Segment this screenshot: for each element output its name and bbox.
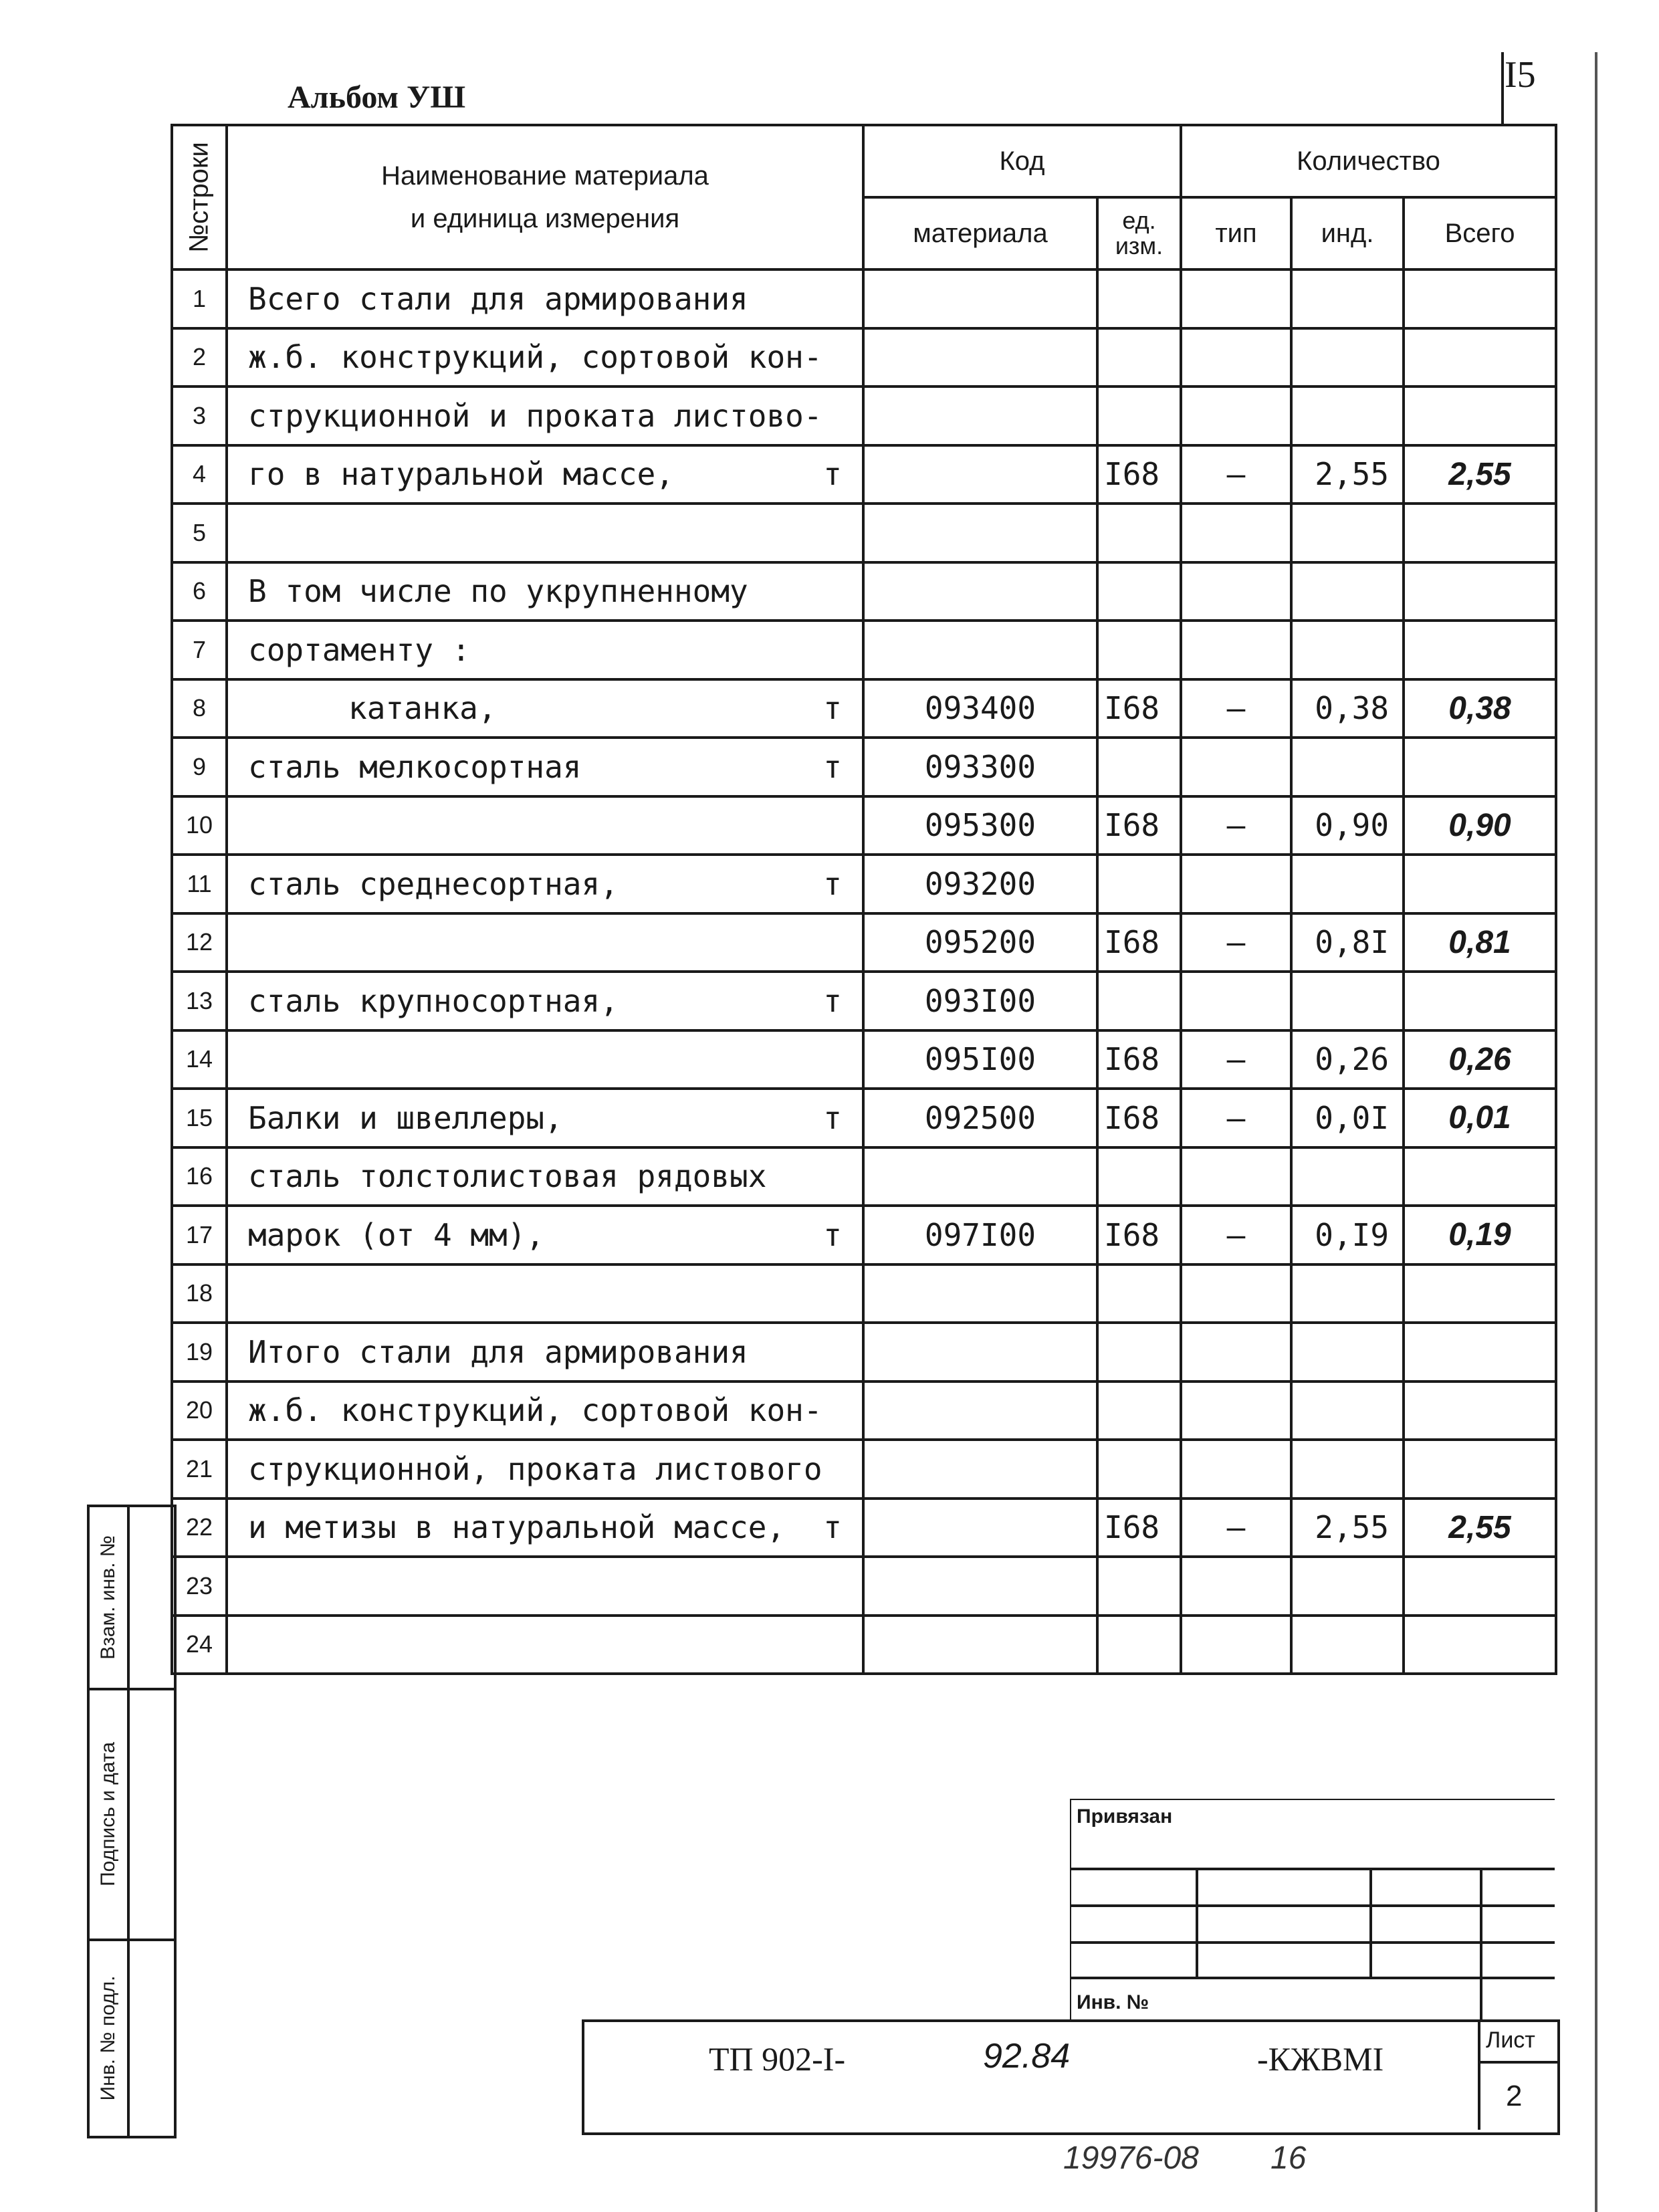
table-row — [172, 1616, 1556, 1674]
unit-symbol: т — [823, 865, 842, 902]
material-name-cell — [227, 621, 863, 679]
individual-cell — [1291, 1323, 1404, 1381]
total-cell — [1404, 738, 1556, 796]
type-cell — [1181, 738, 1291, 796]
material-code-cell: 092500 — [863, 1089, 1097, 1147]
material-name-cell — [227, 1381, 863, 1440]
unit-code-cell — [1097, 855, 1181, 913]
type-cell — [1181, 1557, 1291, 1616]
table-row — [172, 621, 1556, 679]
individual-cell: 0,8I — [1291, 913, 1404, 972]
individual-cell — [1291, 562, 1404, 621]
table-row — [172, 679, 1556, 738]
material-name: сталь мелкосортная — [248, 748, 582, 785]
header-unit: ед. изм. — [1097, 197, 1181, 269]
table-row — [172, 1264, 1556, 1323]
total-cell — [1404, 855, 1556, 913]
material-name-cell — [227, 328, 863, 387]
table-row — [172, 972, 1556, 1030]
total-cell — [1404, 504, 1556, 562]
total-cell — [1404, 328, 1556, 387]
unit-symbol: т — [823, 1509, 842, 1546]
stamp-inv-no: Инв. № — [1077, 1991, 1149, 2013]
unit-code-cell: I68 — [1097, 679, 1181, 738]
album-title: Альбом УШ — [288, 80, 466, 115]
table-row — [172, 855, 1556, 913]
type-cell — [1181, 855, 1291, 913]
total-cell — [1404, 1264, 1556, 1323]
row-number-cell: 3 — [172, 386, 227, 445]
type-cell — [1181, 504, 1291, 562]
unit-code-cell: I68 — [1097, 1089, 1181, 1147]
document-suffix: -КЖВМI — [1257, 2040, 1384, 2078]
total-cell: 0,01 — [1404, 1089, 1556, 1147]
document-number: 92.84 — [983, 2037, 1071, 2076]
material-name-cell — [227, 855, 863, 913]
total-cell — [1404, 1616, 1556, 1674]
unit-symbol: т — [823, 1216, 842, 1253]
unit-code-cell — [1097, 972, 1181, 1030]
type-cell — [1181, 1440, 1291, 1499]
total-cell: 0,26 — [1404, 1030, 1556, 1089]
table-row — [172, 1030, 1556, 1089]
unit-code-cell — [1097, 1264, 1181, 1323]
individual-cell — [1291, 1264, 1404, 1323]
type-cell — [1181, 328, 1291, 387]
unit-symbol: т — [823, 690, 842, 727]
row-number-cell: 12 — [172, 913, 227, 972]
row-number-cell: 11 — [172, 855, 227, 913]
table-row — [172, 1323, 1556, 1381]
unit-symbol: т — [823, 748, 842, 785]
material-name-cell — [227, 562, 863, 621]
material-code-cell — [863, 1499, 1097, 1557]
row-number-cell: 24 — [172, 1616, 227, 1674]
row-number-cell: 1 — [172, 269, 227, 328]
type-cell: – — [1181, 1030, 1291, 1089]
unit-code-cell: I68 — [1097, 445, 1181, 504]
unit-code-cell: I68 — [1097, 1499, 1181, 1557]
row-number-cell: 13 — [172, 972, 227, 1030]
material-name-cell — [227, 796, 863, 855]
material-code-cell: 095300 — [863, 796, 1097, 855]
material-name: го в натуральной массе, — [248, 456, 674, 493]
material-name-cell — [227, 1440, 863, 1499]
row-number-cell: 23 — [172, 1557, 227, 1616]
row-number-cell: 5 — [172, 504, 227, 562]
row-number-cell: 14 — [172, 1030, 227, 1089]
sheet-number-rule — [1501, 52, 1504, 126]
sheet-number-value: 2 — [1506, 2080, 1523, 2112]
unit-code-cell — [1097, 738, 1181, 796]
material-code-cell: 093200 — [863, 855, 1097, 913]
individual-cell: 0,90 — [1291, 796, 1404, 855]
material-code-cell — [863, 1440, 1097, 1499]
right-margin-rule — [1595, 52, 1597, 2212]
table-row — [172, 1089, 1556, 1147]
unit-code-cell — [1097, 504, 1181, 562]
type-cell: – — [1181, 679, 1291, 738]
row-number-cell: 16 — [172, 1147, 227, 1206]
material-name-cell — [227, 1206, 863, 1264]
total-cell — [1404, 1440, 1556, 1499]
row-number-cell: 18 — [172, 1264, 227, 1323]
side-stamp-block — [87, 1505, 177, 2138]
material-name-cell — [227, 1616, 863, 1674]
type-cell — [1181, 1264, 1291, 1323]
unit-code-cell — [1097, 269, 1181, 328]
individual-cell — [1291, 855, 1404, 913]
total-cell — [1404, 1323, 1556, 1381]
unit-code-cell — [1097, 1440, 1181, 1499]
total-cell — [1404, 386, 1556, 445]
unit-code-cell — [1097, 386, 1181, 445]
total-cell: 0,19 — [1404, 1206, 1556, 1264]
total-cell — [1404, 1147, 1556, 1206]
header-code-group: Код — [863, 125, 1181, 197]
material-code-cell: 093300 — [863, 738, 1097, 796]
table-row — [172, 445, 1556, 504]
table-row — [172, 913, 1556, 972]
table-row — [172, 269, 1556, 328]
row-number-cell: 10 — [172, 796, 227, 855]
individual-cell — [1291, 328, 1404, 387]
side-label-signature: Подпись и дата — [97, 1742, 119, 1886]
unit-code-cell: I68 — [1097, 1030, 1181, 1089]
material-name-cell — [227, 269, 863, 328]
type-cell — [1181, 1323, 1291, 1381]
material-name: Всего стали для армирования — [248, 280, 748, 317]
type-cell — [1181, 269, 1291, 328]
individual-cell — [1291, 1616, 1404, 1674]
row-number-cell: 17 — [172, 1206, 227, 1264]
document-code: ТП 902-I- — [709, 2040, 846, 2078]
material-name-cell — [227, 1147, 863, 1206]
material-code-cell: 093400 — [863, 679, 1097, 738]
total-cell — [1404, 269, 1556, 328]
row-number-cell: 8 — [172, 679, 227, 738]
table-row — [172, 796, 1556, 855]
total-cell: 0,90 — [1404, 796, 1556, 855]
material-name: Итого стали для армирования — [248, 1333, 748, 1370]
material-name: марок (от 4 мм), — [248, 1216, 545, 1253]
type-cell — [1181, 562, 1291, 621]
individual-cell: 2,55 — [1291, 1499, 1404, 1557]
individual-cell — [1291, 972, 1404, 1030]
material-name-cell — [227, 504, 863, 562]
material-name-cell — [227, 738, 863, 796]
material-name: В том числе по укрупненному — [248, 573, 748, 610]
material-name-cell — [227, 1499, 863, 1557]
stamp-privyazan: Привязан — [1077, 1805, 1173, 1828]
table-row — [172, 1206, 1556, 1264]
unit-symbol: т — [823, 982, 842, 1019]
table-row — [172, 738, 1556, 796]
individual-cell — [1291, 621, 1404, 679]
material-code-cell — [863, 1557, 1097, 1616]
material-code-cell: 095200 — [863, 913, 1097, 972]
individual-cell — [1291, 269, 1404, 328]
total-cell: 0,38 — [1404, 679, 1556, 738]
material-code-cell — [863, 504, 1097, 562]
type-cell: – — [1181, 1499, 1291, 1557]
material-name: Балки и швеллеры, — [248, 1099, 563, 1136]
material-code-cell — [863, 386, 1097, 445]
sheet-label: Лист — [1486, 2027, 1535, 2053]
unit-code-cell — [1097, 1381, 1181, 1440]
total-cell: 0,81 — [1404, 913, 1556, 972]
material-name: сталь толстолистовая рядовых — [248, 1158, 767, 1195]
row-number-cell: 9 — [172, 738, 227, 796]
individual-cell: 0,26 — [1291, 1030, 1404, 1089]
unit-code-cell — [1097, 328, 1181, 387]
material-name: ж.б. конструкций, сортовой кон- — [248, 1392, 822, 1429]
unit-symbol: т — [823, 456, 842, 493]
total-cell — [1404, 562, 1556, 621]
table-row — [172, 504, 1556, 562]
type-cell: – — [1181, 913, 1291, 972]
table-row — [172, 1499, 1556, 1557]
header-material-name: Наименование материала и единица измерения — [227, 125, 863, 269]
side-label-inv: Инв. № подл. — [97, 1975, 119, 2101]
unit-code-cell — [1097, 1147, 1181, 1206]
unit-code-cell — [1097, 1616, 1181, 1674]
material-code-cell — [863, 1147, 1097, 1206]
material-code-cell — [863, 328, 1097, 387]
type-cell: – — [1181, 796, 1291, 855]
material-code-cell: 093I00 — [863, 972, 1097, 1030]
side-label-vzam: Взам. инв. № — [97, 1535, 119, 1660]
material-name-cell — [227, 1557, 863, 1616]
individual-cell — [1291, 738, 1404, 796]
material-name-cell — [227, 972, 863, 1030]
row-number-cell: 21 — [172, 1440, 227, 1499]
material-code-cell — [863, 1323, 1097, 1381]
table-row — [172, 562, 1556, 621]
material-name-cell — [227, 913, 863, 972]
unit-code-cell: I68 — [1097, 1206, 1181, 1264]
material-name: сталь среднесортная, — [248, 865, 619, 902]
row-number-cell: 19 — [172, 1323, 227, 1381]
header-row-number: №строки — [172, 125, 227, 269]
material-code-cell — [863, 562, 1097, 621]
material-code-cell — [863, 621, 1097, 679]
material-name-cell — [227, 1323, 863, 1381]
row-number-cell: 22 — [172, 1499, 227, 1557]
total-cell — [1404, 1557, 1556, 1616]
type-cell — [1181, 1616, 1291, 1674]
individual-cell: 0,I9 — [1291, 1206, 1404, 1264]
material-name: и метизы в натуральной массе, — [248, 1509, 786, 1546]
unit-code-cell — [1097, 1323, 1181, 1381]
material-name-cell — [227, 445, 863, 504]
sheet-number: I5 — [1505, 54, 1536, 96]
individual-cell — [1291, 386, 1404, 445]
material-name-cell — [227, 1030, 863, 1089]
material-name-cell — [227, 1089, 863, 1147]
unit-code-cell — [1097, 1557, 1181, 1616]
material-name: сталь крупносортная, — [248, 982, 619, 1019]
row-number-cell: 2 — [172, 328, 227, 387]
unit-symbol: т — [823, 1099, 842, 1136]
individual-cell — [1291, 1557, 1404, 1616]
material-code-cell: 095I00 — [863, 1030, 1097, 1089]
row-number-cell: 20 — [172, 1381, 227, 1440]
archive-page: 16 — [1270, 2140, 1307, 2176]
individual-cell: 0,38 — [1291, 679, 1404, 738]
unit-code-cell — [1097, 621, 1181, 679]
individual-cell — [1291, 1147, 1404, 1206]
header-material-code: материала — [863, 197, 1097, 269]
total-cell: 2,55 — [1404, 445, 1556, 504]
type-cell — [1181, 1381, 1291, 1440]
unit-code-cell: I68 — [1097, 796, 1181, 855]
row-number-cell: 7 — [172, 621, 227, 679]
total-cell: 2,55 — [1404, 1499, 1556, 1557]
material-code-cell — [863, 1264, 1097, 1323]
header-individual: инд. — [1291, 197, 1404, 269]
material-code-cell: 097I00 — [863, 1206, 1097, 1264]
individual-cell: 0,0I — [1291, 1089, 1404, 1147]
table-row — [172, 1381, 1556, 1440]
header-total: Всего — [1404, 197, 1556, 269]
individual-cell — [1291, 1440, 1404, 1499]
archive-number: 19976-08 — [1063, 2140, 1199, 2176]
type-cell — [1181, 386, 1291, 445]
type-cell: – — [1181, 445, 1291, 504]
type-cell: – — [1181, 1206, 1291, 1264]
type-cell — [1181, 621, 1291, 679]
total-cell — [1404, 1381, 1556, 1440]
table-row — [172, 328, 1556, 387]
material-code-cell — [863, 269, 1097, 328]
header-type: тип — [1181, 197, 1291, 269]
material-name: струкционной, проката листового — [248, 1450, 822, 1487]
table-row — [172, 386, 1556, 445]
sheet-box — [1478, 2019, 1557, 2130]
row-number-cell: 15 — [172, 1089, 227, 1147]
material-code-cell — [863, 445, 1097, 504]
material-name-cell — [227, 679, 863, 738]
material-name: струкционной и проката листово- — [248, 397, 822, 434]
table-row — [172, 1440, 1556, 1499]
materials-table — [171, 124, 1557, 1675]
material-name: ж.б. конструкций, сортовой кон- — [248, 339, 822, 376]
unit-code-cell — [1097, 562, 1181, 621]
table-row — [172, 1147, 1556, 1206]
individual-cell — [1291, 504, 1404, 562]
total-cell — [1404, 972, 1556, 1030]
table-row — [172, 1557, 1556, 1616]
row-number-cell: 4 — [172, 445, 227, 504]
individual-cell: 2,55 — [1291, 445, 1404, 504]
type-cell — [1181, 1147, 1291, 1206]
unit-code-cell: I68 — [1097, 913, 1181, 972]
type-cell: – — [1181, 1089, 1291, 1147]
material-name-cell — [227, 386, 863, 445]
material-name: сортаменту : — [248, 631, 471, 668]
header-quantity-group: Количество — [1181, 125, 1556, 197]
material-name: катанка, — [348, 690, 497, 727]
total-cell — [1404, 621, 1556, 679]
row-number-cell: 6 — [172, 562, 227, 621]
material-name-cell — [227, 1264, 863, 1323]
individual-cell — [1291, 1381, 1404, 1440]
material-code-cell — [863, 1381, 1097, 1440]
material-code-cell — [863, 1616, 1097, 1674]
type-cell — [1181, 972, 1291, 1030]
